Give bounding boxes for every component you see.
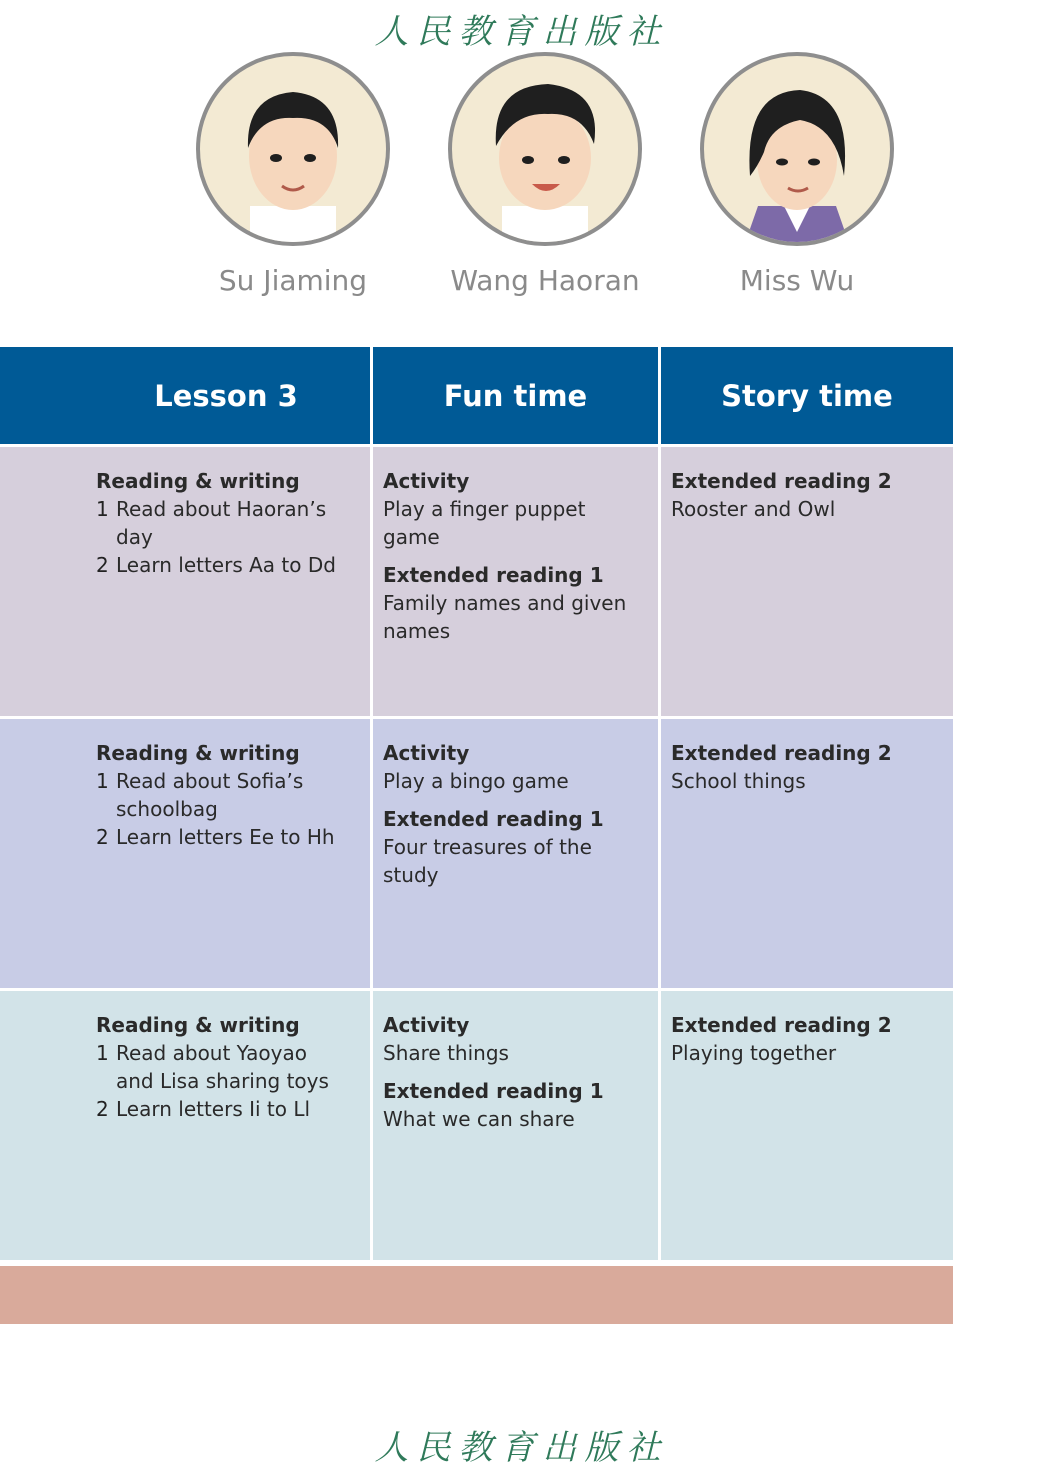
list-item: 1 Read about Yaoyao and Lisa sharing toys [96, 1041, 329, 1093]
cell-heading: Reading & writing [96, 1013, 300, 1037]
cell-heading: Extended reading 1 [383, 563, 604, 587]
list-item: 1 Read about Haoran’s day [96, 497, 327, 549]
publisher-logo-top: 人民教育出版社 [374, 12, 669, 52]
cell-heading: Extended reading 1 [383, 1079, 604, 1103]
woman-portrait-icon [704, 56, 890, 242]
character-strip [196, 52, 896, 302]
avatar [196, 52, 390, 246]
character-su-jiaming [196, 52, 390, 297]
story-time-cell [661, 991, 953, 1263]
character-name: Miss Wu [739, 264, 855, 297]
cell-text: Play a bingo game [383, 769, 569, 793]
lesson-cell [0, 447, 373, 719]
list-item: 2 Learn letters Ii to Ll [96, 1097, 311, 1121]
cell-heading: Reading & writing [96, 741, 300, 765]
character-miss-wu [700, 52, 894, 297]
cell-text: Rooster and Owl [671, 497, 836, 521]
avatar [700, 52, 894, 246]
cell-heading: Extended reading 1 [383, 807, 604, 831]
publisher-logo-bottom: 人民教育出版社 [374, 1428, 669, 1468]
fun-time-cell [373, 447, 661, 719]
character-name: Wang Haoran [450, 264, 640, 297]
story-time-cell [661, 719, 953, 991]
character-wang-haoran [448, 52, 642, 297]
list-item: 1 Read about Sofia’s schoolbag [96, 769, 304, 821]
lesson-cell [0, 991, 373, 1263]
cell-heading: Extended reading 2 [671, 741, 892, 765]
cell-heading: Activity [383, 741, 470, 765]
story-time-cell [661, 447, 953, 719]
cell-heading: Reading & writing [96, 469, 300, 493]
cell-text: Play a finger puppet game [383, 497, 586, 549]
boy-portrait-icon [452, 56, 638, 242]
lesson-table [0, 347, 953, 1263]
lesson-cell [0, 719, 373, 991]
cell-heading: Activity [383, 469, 470, 493]
header-lesson: Lesson 3 [0, 347, 373, 447]
cell-text: Share things [383, 1041, 509, 1065]
cell-text: Playing together [671, 1041, 837, 1065]
footer-band [0, 1266, 953, 1324]
cell-heading: Activity [383, 1013, 470, 1037]
cell-text: School things [671, 769, 806, 793]
avatar [448, 52, 642, 246]
boy-portrait-icon [200, 56, 386, 242]
fun-time-cell [373, 719, 661, 991]
cell-heading: Extended reading 2 [671, 469, 892, 493]
character-name: Su Jiaming [218, 264, 368, 297]
list-item: 2 Learn letters Aa to Dd [96, 553, 336, 577]
cell-heading: Extended reading 2 [671, 1013, 892, 1037]
cell-text: Four treasures of the study [383, 835, 592, 887]
list-item: 2 Learn letters Ee to Hh [96, 825, 335, 849]
cell-text: What we can share [383, 1107, 575, 1131]
fun-time-cell [373, 991, 661, 1263]
header-fun-time: Fun time [373, 347, 661, 447]
cell-text: Family names and given names [383, 591, 627, 643]
header-story-time: Story time [661, 347, 953, 447]
